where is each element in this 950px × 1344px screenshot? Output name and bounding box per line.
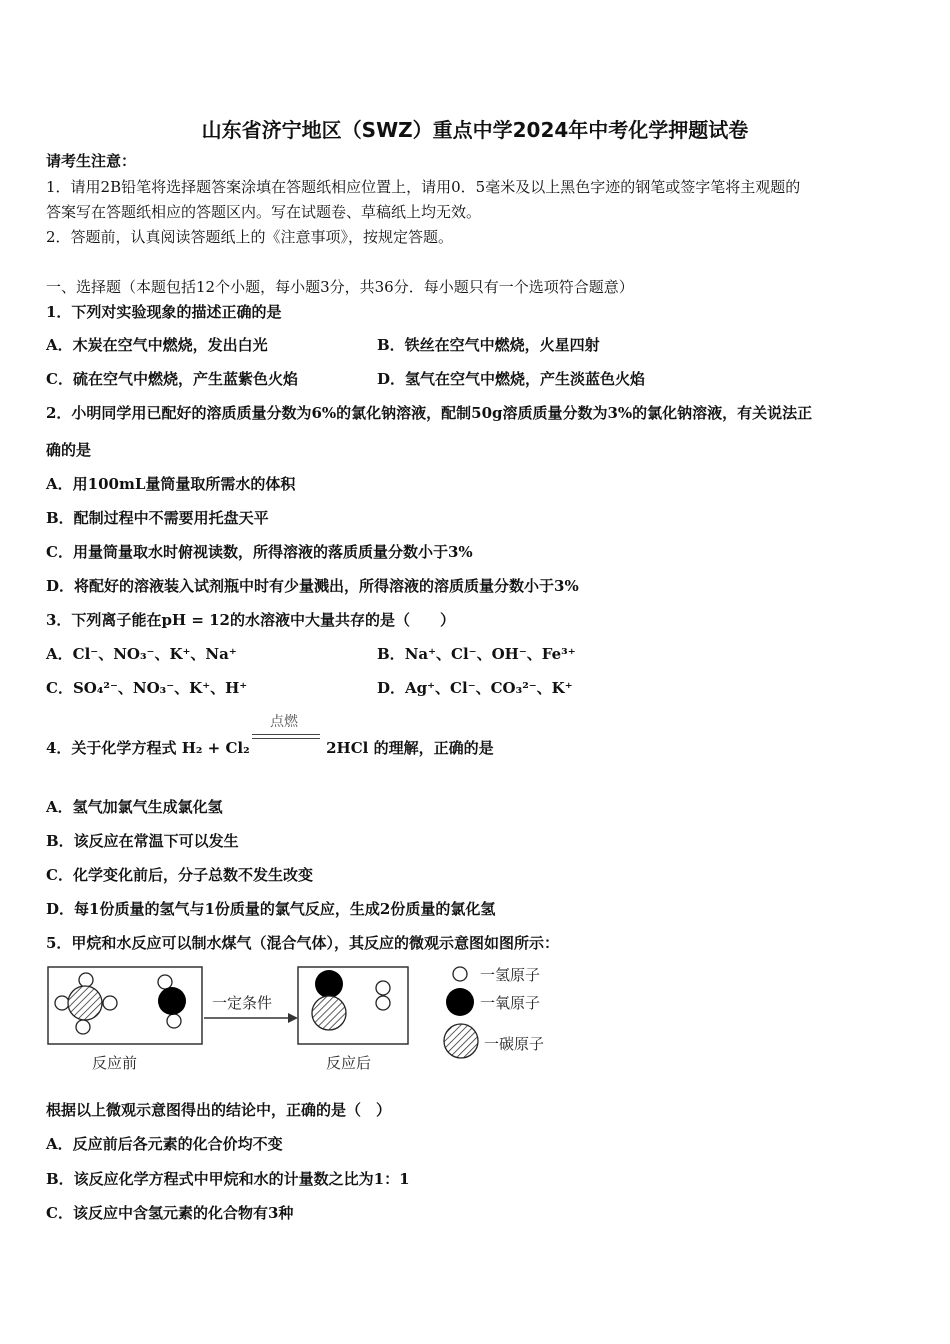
reaction-arrow-head — [288, 1013, 298, 1023]
equals-line-bottom — [252, 738, 320, 739]
q1-option-c: C．硫在空气中燃烧，产生蓝紫色火焰 — [46, 370, 298, 388]
legend-carbon: 一碳原子 — [484, 1035, 545, 1053]
q4-option-b: B．该反应在常温下可以发生 — [46, 832, 239, 850]
legend-hydrogen-icon — [453, 967, 467, 981]
notice-item-2: 2．答题前，认真阅读答题纸上的《注意事项》，按规定答题。 — [46, 228, 454, 246]
after-label: 反应后 — [326, 1054, 372, 1072]
q2-option-b: B．配制过程中不需要用托盘天平 — [46, 509, 269, 527]
hydrogen-atom — [55, 996, 69, 1010]
q4-stem-pre: 4．关于化学方程式 — [46, 739, 177, 757]
q4-option-c: C．化学变化前后，分子总数不发生改变 — [46, 866, 313, 884]
section-heading: 一、选择题（本题包括12个小题，每小题3分，共36分．每小题只有一个选项符合题意） — [46, 278, 634, 296]
hydrogen-atom — [79, 973, 93, 987]
q1-option-a: A．木炭在空气中燃烧，发出白光 — [46, 336, 268, 354]
q5-option-c: C．该反应中含氢元素的化合物有3种 — [46, 1204, 294, 1222]
q3-stem: 3．下列离子能在pH = 12的水溶液中大量共存的是（ ） — [46, 611, 455, 629]
notice-item-1a: 1．请用2B铅笔将选择题答案涂填在答题纸相应位置上，请用0．5毫米及以上黑色字迹的钢笔或签字笔将主观题的 — [46, 178, 801, 196]
notice-item-1b: 答案写在答题纸相应的答题区内。写在试题卷、草稿纸上均无效。 — [46, 203, 482, 221]
q2-option-d: D．将配好的溶液装入试剂瓶中时有少量溅出，所得溶液的溶质质量分数小于3% — [46, 577, 579, 595]
q5-option-b: B．该反应化学方程式中甲烷和水的计量数之比为1：1 — [46, 1170, 410, 1188]
methane-molecule — [55, 973, 117, 1034]
q1-option-b: B．铁丝在空气中燃烧，火星四射 — [377, 336, 600, 354]
q3-a-label: A． — [46, 645, 73, 663]
legend-oxygen-icon — [446, 988, 474, 1016]
q2-stem-b: 确的是 — [46, 441, 92, 459]
q3-d-ions: Ag⁺、Cl⁻、CO₃²⁻、K⁺ — [405, 679, 573, 697]
q3-option-d — [377, 677, 573, 699]
q3-b-ions: Na⁺、Cl⁻、OH⁻、Fe³⁺ — [404, 645, 576, 663]
q2-option-c: C．用量筒量取水时俯视读数，所得溶液的落质质量分数小于3% — [46, 543, 473, 561]
q4-stem — [46, 737, 494, 759]
legend-hydrogen: 一氢原子 — [480, 966, 541, 984]
q5-question: 根据以上微观示意图得出的结论中，正确的是（ ） — [46, 1101, 392, 1119]
hydrogen-atom — [376, 996, 390, 1010]
q4-reactants: H₂ + Cl₂ — [181, 739, 250, 757]
q3-b-label: B． — [377, 645, 405, 663]
equals-line-top — [252, 734, 320, 735]
hydrogen-atom — [76, 1020, 90, 1034]
hydrogen-atom — [103, 996, 117, 1010]
notice-heading: 请考生注意： — [46, 152, 137, 170]
q1-stem: 1．下列对实验现象的描述正确的是 — [46, 303, 282, 321]
q2-stem-a: 2．小明同学用已配好的溶质质量分数为6%的氯化钠溶液，配制50g溶质质量分数为3%的氯化钠溶液，有关说法正 — [46, 404, 813, 422]
legend-carbon-icon — [444, 1024, 478, 1058]
q5-option-a: A．反应前后各元素的化合价均不变 — [46, 1135, 283, 1153]
oxygen-atom — [158, 987, 186, 1015]
water-molecule — [158, 975, 186, 1028]
q3-option-b — [377, 643, 576, 665]
q1-option-d: D．氢气在空气中燃烧，产生淡蓝色火焰 — [377, 370, 646, 388]
carbon-monoxide-molecule — [312, 970, 346, 1030]
hydrogen-atom — [167, 1014, 181, 1028]
q5-stem: 5．甲烷和水反应可以制水煤气（混合气体），其反应的微观示意图如图所示： — [46, 934, 559, 952]
q3-c-label: C． — [46, 679, 73, 697]
arrow-label: 一定条件 — [212, 994, 273, 1012]
hydrogen-molecule — [376, 981, 390, 1010]
q3-option-c — [46, 677, 247, 699]
q3-d-label: D． — [377, 679, 406, 697]
q4-product: 2HCl — [326, 739, 369, 757]
reaction-condition: 点燃 — [270, 714, 298, 730]
hydrogen-atom — [158, 975, 172, 989]
before-label: 反应前 — [92, 1054, 138, 1072]
carbon-atom — [68, 986, 102, 1020]
reaction-diagram — [0, 955, 950, 1080]
q4-option-d: D．每1份质量的氢气与1份质量的氯气反应，生成2份质量的氯化氢 — [46, 900, 496, 918]
q4-stem-post: 的理解，正确的是 — [373, 739, 494, 757]
page-title: 山东省济宁地区（SWZ）重点中学2024年中考化学押题试卷 — [201, 118, 749, 142]
hydrogen-atom — [376, 981, 390, 995]
q4-option-a: A．氢气加氯气生成氯化氢 — [46, 798, 223, 816]
q3-option-a — [46, 643, 237, 665]
legend-oxygen: 一氧原子 — [480, 994, 541, 1012]
carbon-atom — [312, 996, 346, 1030]
q2-option-a: A．用100mL量筒量取所需水的体积 — [46, 475, 296, 493]
oxygen-atom — [315, 970, 343, 998]
q3-a-ions: Cl⁻、NO₃⁻、K⁺、Na⁺ — [72, 645, 237, 663]
q3-c-ions: SO₄²⁻、NO₃⁻、K⁺、H⁺ — [72, 679, 248, 697]
